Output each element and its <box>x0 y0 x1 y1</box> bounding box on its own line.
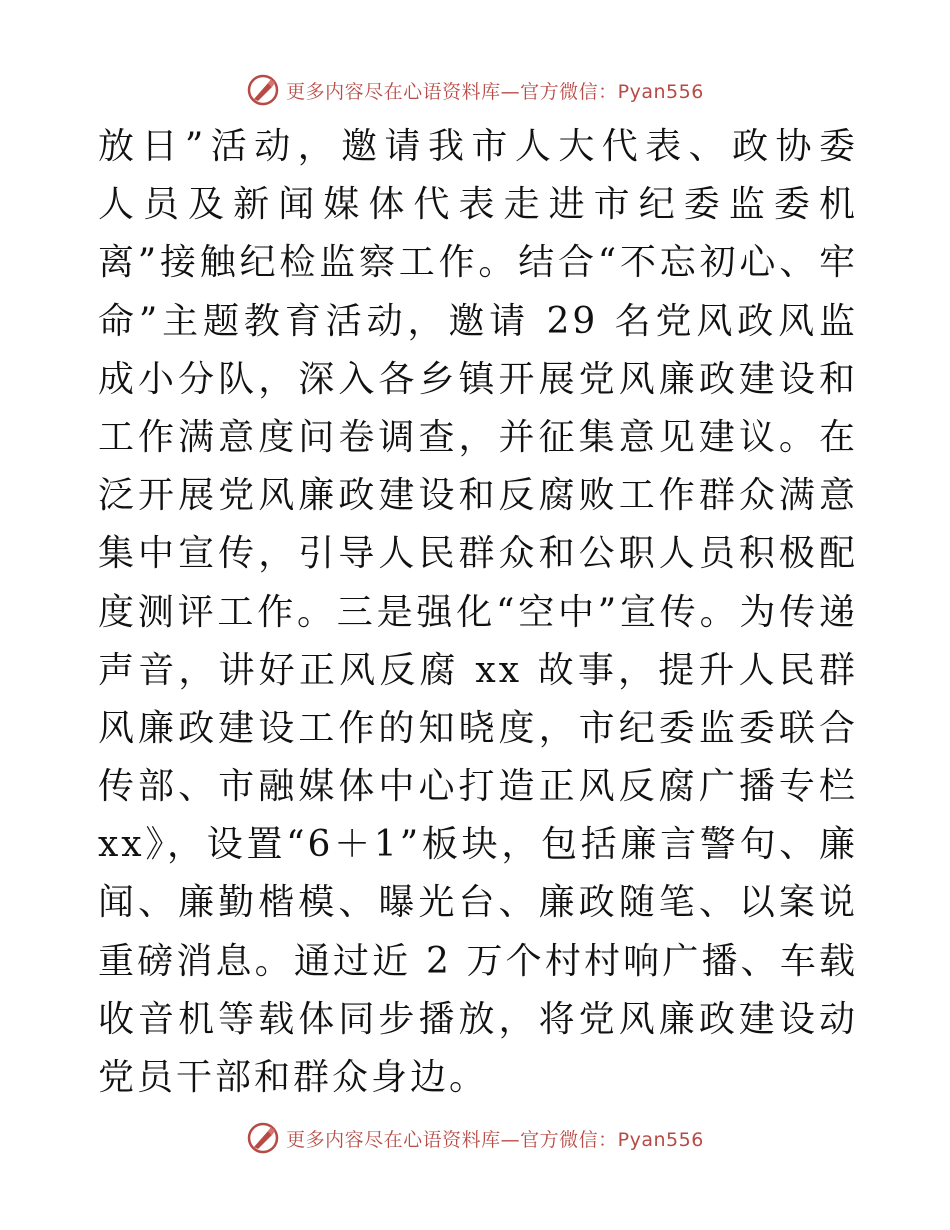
body-line: 收音机等载体同步播放，将党风廉政建设动 <box>98 998 858 1040</box>
header-watermark <box>0 70 950 110</box>
body-line: 集中宣传，引导人民群众和公职人员积极配 <box>98 533 858 575</box>
body-line: 工作满意度问卷调查，并征集意见建议。在 <box>98 416 858 458</box>
document-body <box>98 118 858 1107</box>
body-line: 风廉政建设工作的知晓度，市纪委监委联合 <box>98 707 858 749</box>
watermark-text: 更多内容尽在心语资料库—官方微信：Pyan556 <box>286 1128 704 1151</box>
body-line: 离”接触纪检监察工作。结合“不忘初心、牢 <box>98 242 858 284</box>
body-line: 命”主题教育活动，邀请 29 名党风政风监 <box>98 300 858 342</box>
body-line-last: 党员干部和群众身边。 <box>98 1057 489 1098</box>
footer-watermark <box>0 1118 950 1158</box>
body-line: 闻、廉勤楷模、曝光台、廉政随笔、以案说 <box>98 882 858 924</box>
pen-logo-icon <box>246 1121 280 1155</box>
body-line: 声音，讲好正风反腐 xx 故事，提升人民群 <box>98 649 858 691</box>
watermark-text: 更多内容尽在心语资料库—官方微信：Pyan556 <box>286 80 704 103</box>
body-line: 度测评工作。三是强化“空中”宣传。为传递 <box>98 591 858 633</box>
body-line: 放日”活动，邀请我市人大代表、政协委 <box>98 126 858 167</box>
body-line: 泛开展党风廉政建设和反腐败工作群众满意 <box>98 475 858 517</box>
body-line: xx》，设置“6＋1”板块，包括廉言警句、廉 <box>98 824 858 866</box>
body-line: 重磅消息。通过近 2 万个村村响广播、车载 <box>98 940 858 982</box>
body-line: 传部、市融媒体中心打造正风反腐广播专栏 <box>98 766 858 808</box>
body-line: 人员及新闻媒体代表走进市纪委监委机 <box>98 184 858 226</box>
pen-logo-icon <box>246 73 280 107</box>
body-line: 成小分队，深入各乡镇开展党风廉政建设和 <box>98 358 858 400</box>
